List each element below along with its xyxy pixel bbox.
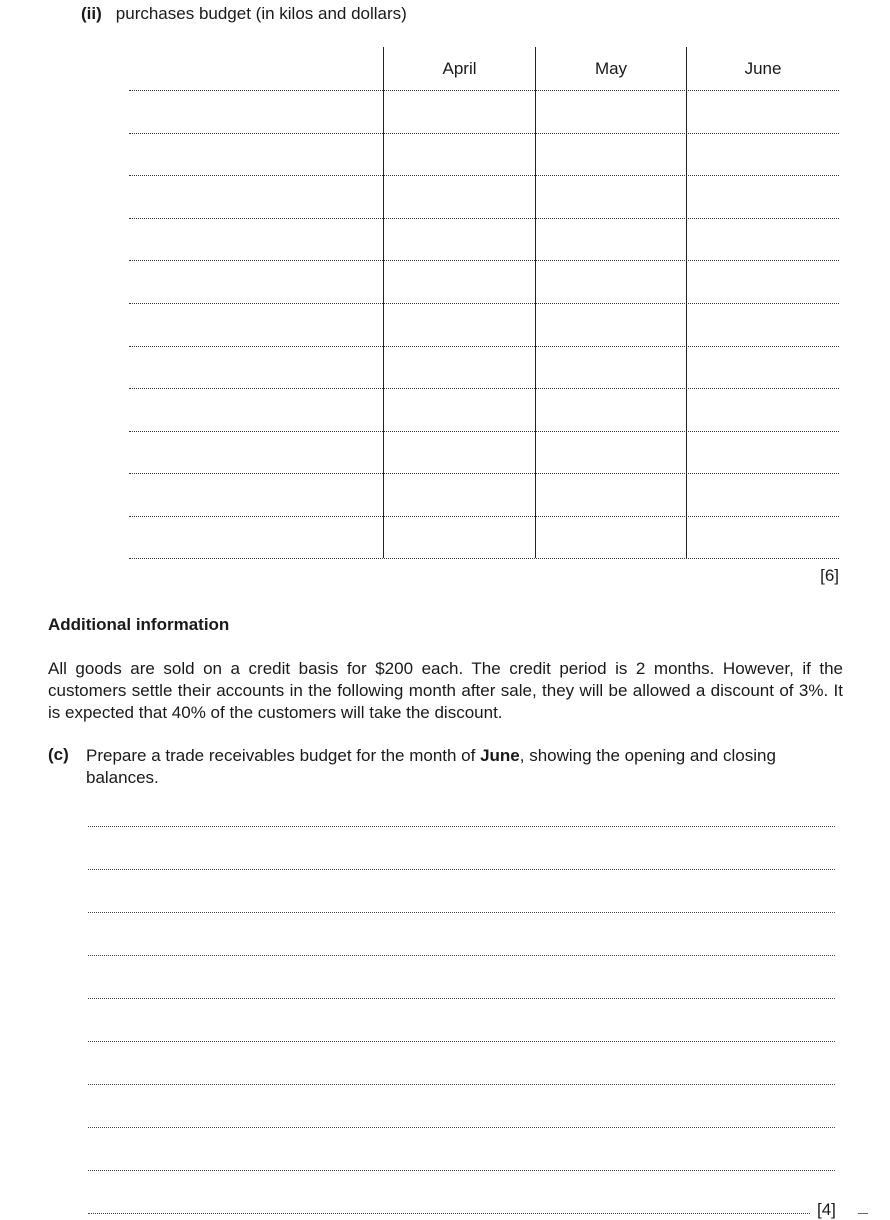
answer-line[interactable] [88, 1041, 835, 1042]
question-c-text-end: , showing the opening and closing balances. [86, 746, 776, 787]
question-c-label: (c) [48, 745, 69, 764]
answer-row-line[interactable] [129, 558, 839, 559]
part-ii-heading [81, 4, 407, 24]
additional-info-paragraph: All goods are sold on a credit basis for $200 each. The credit period is 2 months. However, if the customers settle their accounts in the following month after sale, they will be allowed a discount of 3%. It is expected that 40% of the customers will take the discount. [48, 659, 843, 722]
additional-info-title: Additional information [48, 615, 230, 634]
answer-row-line[interactable] [129, 516, 839, 517]
answer-line[interactable] [88, 826, 835, 827]
answer-row-line[interactable] [129, 90, 839, 91]
question-c-text [86, 745, 841, 789]
answer-row-line[interactable] [129, 218, 839, 219]
marks-allocation: [6] [820, 566, 839, 585]
marks-allocation: [4] [817, 1200, 836, 1219]
answer-row-line[interactable] [129, 260, 839, 261]
answer-row-line[interactable] [129, 431, 839, 432]
column-header-june: June [744, 59, 782, 78]
column-header-may: May [594, 59, 628, 78]
answer-line[interactable] [88, 1170, 835, 1171]
answer-row-line[interactable] [129, 303, 839, 304]
answer-line[interactable] [88, 912, 835, 913]
answer-line[interactable] [88, 955, 835, 956]
question-c-text-start: Prepare a trade receivables budget for the month of [86, 746, 481, 765]
part-ii-label: (ii) [81, 4, 102, 23]
answer-row-line[interactable] [129, 175, 839, 176]
answer-line[interactable] [88, 1084, 835, 1085]
part-ii-text: purchases budget (in kilos and dollars) [115, 4, 407, 23]
answer-row-line[interactable] [129, 133, 839, 134]
column-header-april: April [442, 59, 477, 78]
answer-row-line[interactable] [129, 388, 839, 389]
answer-row-line[interactable] [129, 473, 839, 474]
answer-line[interactable] [88, 1213, 810, 1214]
answer-line[interactable] [88, 869, 835, 870]
page-edge-dash [858, 1213, 868, 1214]
answer-line[interactable] [88, 998, 835, 999]
answer-line[interactable] [88, 1127, 835, 1128]
answer-row-line[interactable] [129, 346, 839, 347]
question-c-month: June [480, 746, 520, 765]
